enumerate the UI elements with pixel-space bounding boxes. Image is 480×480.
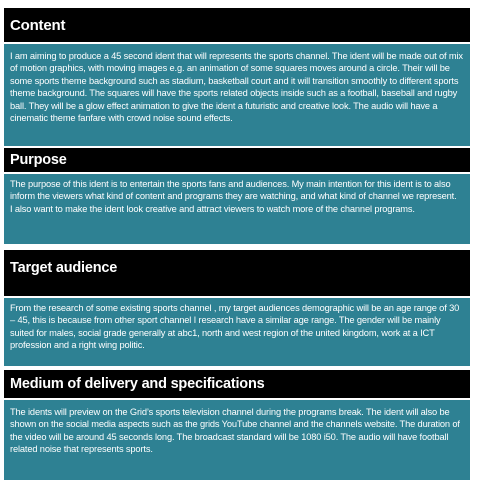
medium-paragraph: The idents will preview on the Grid’s sports television channel during the programs break. The ident will also be shown on the social media aspects such as the grids YouTube channel and the channels website. The duration of the video will be around 45 seconds long. The broadcast standard will be 1080 i50. The audio will have football related noise that represents sports. [10, 407, 460, 455]
content-paragraph: I am aiming to produce a 45 second ident that will represents the sports channel. The ident will be made out of mix of motion graphics, with moving images e.g. an animation of some squares moves around a circle. Their will be some sports theme background such as stadium, basketball court and it will transition smoothly to different sports theme background. The squares will have the sports related objects inside such as a football, baseball and rugby ball. They will be a glow effect animation to give the ident a futuristic and creative look. The audio will have a cinematic theme fanfare with crowd noise sound effects. [10, 51, 463, 124]
purpose-paragraph-2: I also want to make the ident look creative and attract viewers to watch more of the channel programs. [10, 203, 415, 214]
target-audience-paragraph: From the research of some existing sports channel , my target audiences demographic will be an age range of 30 – 45, this is because from other sport channel I research have a similar age range. The gender will be mainly suited for males, social grade generally at abc1, north and west region of the united kingdom, work at a ICT profession and a right wing politic. [10, 303, 460, 351]
purpose-paragraph-1: The purpose of this ident is to entertain the sports fans and audiences. My main intention for this ident is to also inform the viewers what kind of content and programs they are watching, and what kind of channel we represent. [10, 179, 457, 202]
medium-body [4, 400, 470, 480]
purpose-heading [4, 148, 470, 172]
content-heading [4, 8, 470, 42]
purpose-heading-text: Purpose [10, 152, 67, 168]
target-audience-heading-text: Target audience [10, 260, 118, 276]
target-audience-body [4, 298, 470, 366]
content-heading-text: Content [10, 16, 66, 34]
purpose-body [4, 174, 470, 244]
medium-heading-text: Medium of delivery and specifications [10, 376, 265, 392]
content-body [4, 44, 470, 146]
target-audience-heading [4, 250, 470, 296]
medium-heading [4, 370, 470, 398]
